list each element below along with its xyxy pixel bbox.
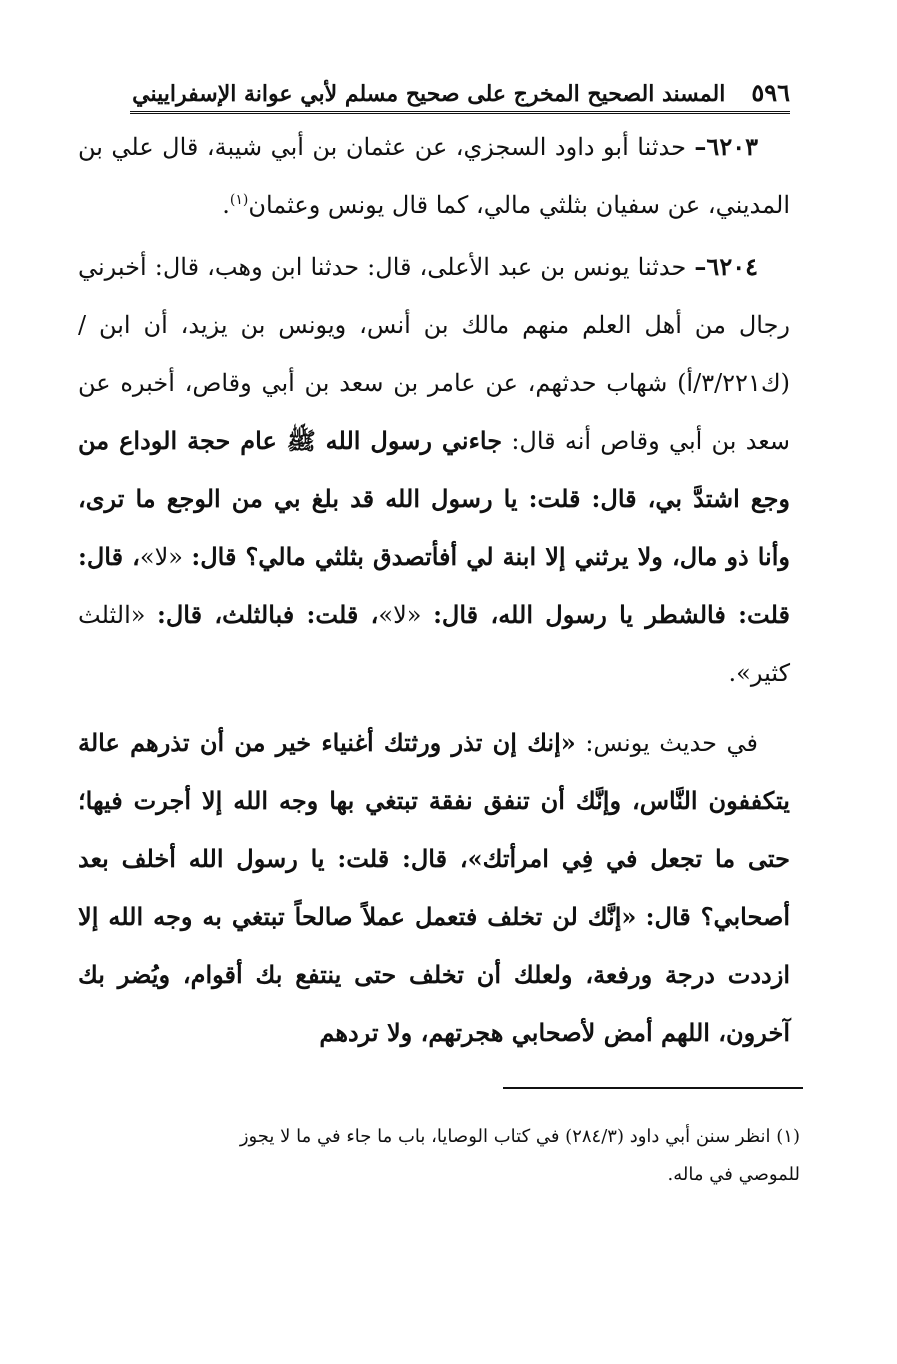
book-title: المسند الصحيح المخرج على صحيح مسلم لأبي عوانة الإسفراييني (132, 81, 726, 107)
matn-text: ، قال: قلت: يا رسول الله أخلف بعد أصحابي؟ قال: (78, 844, 790, 931)
hadith-number: ٦٢٠٣– (694, 132, 758, 161)
footnotes (84, 1118, 800, 1194)
quote: «الثلث كثير» (78, 601, 790, 687)
hadith-text: حدثنا أبو داود السجزي، عن عثمان بن أبي شيبة، قال علي بن المديني، عن سفيان بثلثي مالي، كما قال يونس وعثمان (78, 133, 790, 219)
hadith-6203 (78, 118, 790, 234)
paragraph-intro: في حديث يونس: (585, 729, 758, 757)
footnote-line: (١) انظر سنن أبي داود (٢٨٤/٣) في كتاب الوصايا، باب ما جاء في ما لا يجوز (239, 1126, 800, 1147)
footnote-ref: (١) (229, 192, 249, 208)
footnote-divider (503, 1087, 803, 1089)
quote: «لا» (378, 601, 422, 629)
page-number: ٥٩٦ (751, 78, 790, 107)
running-header (130, 64, 790, 114)
footnote-line: للموصي في ماله. (667, 1164, 800, 1185)
isnad-text: حدثنا يونس بن عبد الأعلى، قال: حدثنا ابن وهب، قال: أخبرني رجال من أهل العلم منهم مالك بن أنس، ويونس بن يزيد، أن ابن / (ك٣/٢٢١/أ) شهاب حدثهم، عن عامر بن سعد بن أبي وقاص، أخبره عن سعد بن أبي وقاص أنه قال: (78, 253, 790, 455)
quote: «لا» (139, 543, 183, 571)
sentence-end: . (728, 659, 737, 687)
hadith-number: ٦٢٠٤– (694, 252, 758, 281)
hadith-6204 (78, 238, 790, 702)
matn-text: «إنَّك لن تخلف فتعمل عملاً صالحاً تبتغي به وجه الله إلا ازددت درجة ورفعة، ولعلك أن تخلف حتى ينتفع بك أقوام، ويُضر بك آخرون، اللهم أمض لأصحابي هجرتهم، ولا تردهم (78, 902, 790, 1047)
matn-text: ، قلت: فبالثلث، قال: (157, 600, 379, 629)
sentence-end: . (222, 191, 230, 219)
yunus-paragraph (78, 714, 790, 1062)
matn-text: ، قال: قلت: فالشطر يا رسول الله، قال: (78, 542, 790, 629)
main-text (78, 118, 790, 1062)
matn-text: «إنك إن تذر ورثتك أغنياء خير من أن تذرهم عالة يتكففون النَّاس، وإنَّك أن تنفق نفقة تبتغي بها وجه الله إلا أجرت فيها؛ حتى ما تجعل في فِي امرأتك» (78, 728, 790, 873)
matn-text: جاءني رسول الله ﷺ عام حجة الوداع من وجع اشتدَّ بي، قال: قلت: يا رسول الله قد بلغ بي من الوجع ما ترى، وأنا ذو مال، ولا يرثني إلا ابنة لي أفأتصدق بثلثي مالي؟ قال: (78, 426, 790, 571)
